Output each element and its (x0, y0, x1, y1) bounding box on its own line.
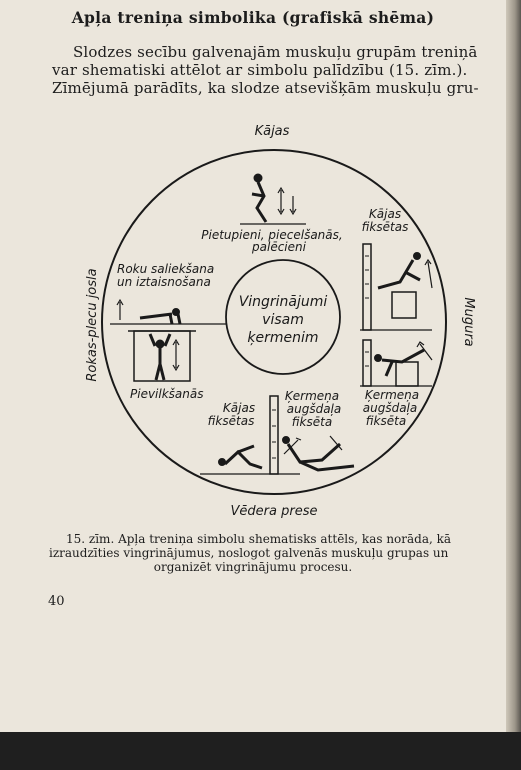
exercise-label-bottom-left-2: fiksētas (207, 414, 255, 428)
exercise-label-bottom-left-1: Kājas (222, 401, 256, 415)
paragraph-line-3: Zīmējumā parādīts, ka slodze atsevišķām muskuļu gru- (52, 79, 479, 97)
leg-lift-figure-icon (283, 436, 355, 470)
exercise-label-right-top-2: fiksētas (361, 220, 409, 234)
scan-background (0, 732, 521, 770)
caption-line-3: organizēt vingrinājumu procesu. (153, 560, 353, 574)
exercise-label-bottom-mid-1: Ķermeņa (284, 389, 340, 403)
pullup-figure-icon (128, 331, 196, 381)
exercise-label-right-top-1: Kājas (368, 207, 402, 221)
center-text-line-2: visam (262, 312, 304, 328)
outer-label-bottom: Vēdera prese (230, 504, 318, 519)
pushup-figure-icon (110, 300, 226, 324)
squat-figure-icon (240, 174, 306, 224)
exercise-label-top-2: palēcieni (252, 240, 306, 254)
caption-line-2: izraudzīties vingrinājumus, noslogot galvenās muskuļu grupas un (49, 546, 449, 560)
section-title: Apļa treniņa simbolika (grafiskā shēma) (71, 8, 435, 27)
exercise-label-left-top-1: Roku saliekšana (117, 262, 215, 276)
center-text-line-1: Vingrinājumi (238, 294, 328, 310)
center-text-line-3: ķermenim (247, 330, 319, 346)
exercise-label-right-bottom-1: Ķermeņa (364, 388, 420, 402)
leg-raise-figure-icon (360, 340, 432, 386)
exercise-label-right-bottom-2: augšdaļa (362, 401, 418, 415)
outer-label-top: Kājas (254, 124, 290, 139)
outer-label-right: Mugura (461, 297, 476, 347)
exercise-label-left-bottom: Pievilkšanās (130, 387, 204, 401)
caption-line-1: 15. zīm. Apļa treniņa simbolu shematisks attēls, kas norāda, kā (66, 532, 452, 546)
exercise-label-right-bottom-3: fiksēta (365, 414, 407, 428)
exercise-label-bottom-mid-2: augšdaļa (286, 402, 342, 416)
circuit-training-diagram (0, 112, 506, 527)
paragraph-line-2: var shematiski attēlot ar simbolu palīdzību (15. zīm.). (52, 61, 468, 79)
outer-label-left: Rokas-plecu josla (85, 268, 100, 382)
paragraph-line-1: Slodzes secību galvenajām muskuļu grupām treniņā (73, 43, 478, 61)
page-edge-shadow (506, 0, 521, 732)
exercise-label-bottom-mid-3: fiksēta (291, 415, 333, 429)
back-extension-figure-icon (360, 244, 432, 330)
exercise-label-top-1: Pietupieni, piecelšanās, (201, 228, 343, 242)
page-number: 40 (48, 594, 65, 609)
exercise-label-left-top-2: un iztaisnošana (117, 275, 211, 289)
